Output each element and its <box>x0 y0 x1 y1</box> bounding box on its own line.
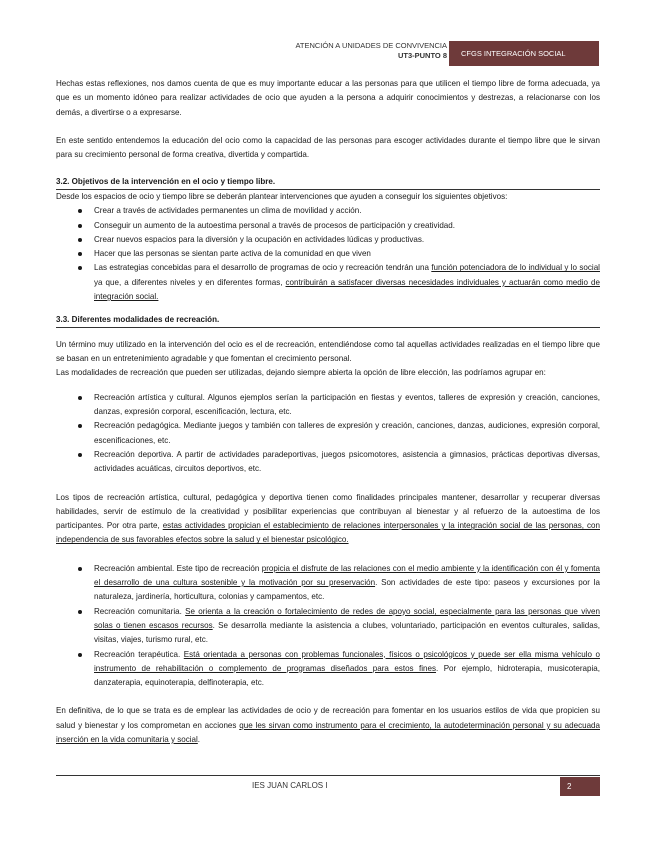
bullet-icon <box>78 209 82 213</box>
footer-school: IES JUAN CARLOS I <box>252 781 328 790</box>
bullet-icon <box>78 567 82 571</box>
bullet-icon <box>78 238 82 242</box>
paragraph-tipos-recreacion: Los tipos de recreación artística, cultural, pedagógica y deportiva tienen como finalidades principales mantener, desarrollar y recuperar diversas habilidades, servir de estímulo de la creatividad y posibilitar experiencias que contribuyan al bienestar y al refuerzo de la autoestima de los participantes. Por otra parte, estas actividades propician el establecimiento de relaciones interpersonales y la integración social de las personas, con independencia de sus favorables efectos sobre la salud y el bienestar psicológico. <box>56 492 600 545</box>
list-item: Crear nuevos espacios para la diversión y la ocupación en actividades lúdicas y productivas. <box>94 233 600 247</box>
bullet-icon <box>78 424 82 428</box>
header-subtitle: UT3-PUNTO 8 <box>397 51 447 60</box>
list-item: Recreación pedagógica. Mediante juegos y también con talleres de expresión y creación, canciones, danzas, audiciones, expresión corporal, escenificaciones, etc. <box>94 419 600 448</box>
bullet-icon <box>78 396 82 400</box>
recreation-list-1 <box>94 391 600 477</box>
list-item: Recreación comunitaria. Se orienta a la creación o fortalecimiento de redes de apoyo social, especialmente para las personas que viven solas o tienen escasos recursos. Se desarrolla mediante la asistencia a clubes, voluntariado, participación en eventos culturales, salidas, visitas, viajes, turismo rural, etc. <box>94 605 600 648</box>
header-title: ATENCIÓN A UNIDADES DE CONVIVENCIA <box>295 41 447 50</box>
header-title-block <box>295 41 447 61</box>
page-number-badge <box>560 777 600 796</box>
bullet-icon <box>78 252 82 256</box>
paragraph-objetivos-intro: Desde los espacios de ocio y tiempo libre se deberán plantear intervenciones que ayuden a conseguir los siguientes objetivos: <box>56 191 508 201</box>
list-item: Recreación terapéutica. Está orientada a personas con problemas funcionales, físicos o psicológicos y puede ser ella misma vehículo o instrumento de rehabilitación o complemento de programas diseñados para estos fines. Por ejemplo, hidroterapia, musicoterapia, danzaterapia, equinoterapia, delfinoterapia, etc. <box>94 648 600 691</box>
list-item: Conseguir un aumento de la autoestima personal a través de procesos de participación y creatividad. <box>94 219 600 233</box>
bullet-icon <box>78 266 82 270</box>
bullet-icon <box>78 453 82 457</box>
recreation-list-2 <box>94 562 600 691</box>
header-course: CFGS INTEGRACIÓN SOCIAL <box>461 49 566 58</box>
paragraph-educacion-ocio: En este sentido entendemos la educación del ocio como la capacidad de las personas para escoger actividades durante el tiempo libre que le sirvan para su crecimiento personal de forma creativa, divertida y compartida. <box>56 135 600 160</box>
list-item: Recreación deportiva. A partir de actividades paradeportivas, juegos psicomotores, asistencia a gimnasios, prácticas deportivas diversas, actividades acuáticas, circuitos deportivos, etc. <box>94 448 600 477</box>
paragraph-reflexiones: Hechas estas reflexiones, nos damos cuenta de que es muy importante educar a las personas para que utilicen el tiempo libre de forma adecuada, ya que es un momento idóneo para realizar actividades de ocio que ayuden a la persona a adquirir conocimientos y destrezas, a relacionarse con los demás, a divertirse o a expresarse. <box>56 79 600 117</box>
footer-divider <box>56 775 600 776</box>
document-body <box>56 77 600 747</box>
list-item: Crear a través de actividades permanentes un clima de movilidad y acción. <box>94 204 600 218</box>
list-item: Recreación ambiental. Este tipo de recreación propicia el disfrute de las relaciones con el medio ambiente y la identificación con él y fomenta el desarrollo de una cultura sostenible y la motivación por su preservación. Son actividades de este tipo: paseos y excursiones por la naturaleza, jardinería, horticultura, colonias y campamentos, etc. <box>94 562 600 605</box>
bullet-icon <box>78 224 82 228</box>
list-item: Las estrategias concebidas para el desarrollo de programas de ocio y recreación tendrán una función potenciadora de lo individual y lo social ya que, a diferentes niveles y en diferentes formas, contribuirán a satisfacer diversas necesidades individuales y actuarán como medio de integración social. <box>94 261 600 304</box>
section-heading-3-3: 3.3. Diferentes modalidades de recreación. <box>56 314 600 328</box>
bullet-icon <box>78 653 82 657</box>
header-course-badge <box>449 41 599 66</box>
list-item: Hacer que las personas se sientan parte activa de la comunidad en que viven <box>94 247 600 261</box>
bullet-icon <box>78 610 82 614</box>
paragraph-conclusion: En definitiva, de lo que se trata es de emplear las actividades de ocio y de recreación para fomentar en los usuarios estilos de vida que propicien su salud y bienestar y los comprometan en acciones que les sirvan como instrumento para el crecimiento, la autodeterminación personal y su adecuada inserción en la vida comunitaria y social. <box>56 706 601 744</box>
paragraph-modalidades: Las modalidades de recreación que pueden ser utilizadas, dejando siempre abierta la opción de libre elección, las podríamos agrupar en: <box>56 368 546 378</box>
list-item: Recreación artística y cultural. Algunos ejemplos serían la participación en fiestas y eventos, talleres de expresión y creación, canciones, danzas, expresión corporal, escenificación, lectura, etc. <box>94 391 600 420</box>
paragraph-recreacion-def: Un término muy utilizado en la intervención del ocio es el de recreación, entendiéndose como tal aquellas actividades realizadas en el tiempo libre que se basan en un entretenimiento agradable y que fomentan el crecimiento personal. <box>56 339 600 364</box>
objectives-list <box>94 204 600 304</box>
page-number: 2 <box>567 782 572 791</box>
section-heading-3-2: 3.2. Objetivos de la intervención en el ocio y tiempo libre. <box>56 176 600 190</box>
